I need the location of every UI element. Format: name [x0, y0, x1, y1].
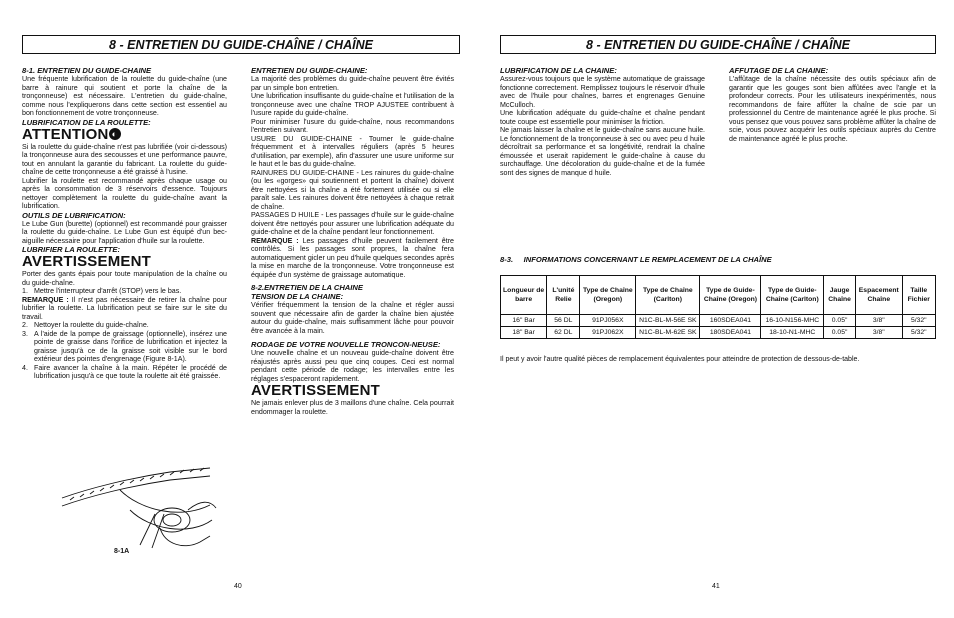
table-cell: 62 DL: [547, 327, 580, 339]
heading-8-3: 8-3. INFORMATIONS CONCERNANT LE REMPLACEMENT DE LA CHAÎNE: [500, 255, 772, 264]
heading-affutage: AFFUTAGE DE LA CHAINE:: [729, 66, 829, 75]
heading-8-3-wrap: [500, 255, 936, 264]
entretien-p1: La majorité des problèmes du guide-chaîne peuvent être évités par un simple bon entretien.: [251, 75, 454, 92]
intro-paragraph: Une fréquente lubrification de la roulette du guide-chaîne (une barre à rainure qui soutient et porte la chaîne de la tronçonneuse) est nécessaire. L'entretien du guide-chaîne, comme nous l'expliquerons dans cette section est essentiel au bon fonctionnement de votre tronçonneuse.: [22, 75, 227, 117]
heading-8-2: 8-2.ENTRETIEN DE LA CHAINE: [251, 283, 363, 292]
attention-circle-icon: ◐: [109, 128, 121, 140]
left-column-2: [251, 66, 454, 416]
figure-caption: 8-1A: [114, 548, 130, 555]
heading-lubrification-roulette: LUBRIFICATION DE LA ROULETTE:: [22, 117, 151, 127]
col-header: Taille Fichier: [902, 276, 935, 315]
table-row: [501, 315, 936, 327]
col-header: L'unité Relie: [547, 276, 580, 315]
attention-text: Si la roulette du guide-chaîne n'est pas lubrifiée (voir ci-dessous) la tronçonneuse aura des secousses et une performance pauvre, tout en annulant la garantie du fabricant. La roulette du guide-chaîne de cette tronçonneuse a été graissé à l'usine.: [22, 142, 227, 176]
table-cell: 91PJ062X: [580, 327, 636, 339]
table-cell: 56 DL: [547, 315, 580, 327]
page-number-41: 41: [712, 583, 720, 590]
affutage-text: L'affûtage de la chaîne nécessite des outils spéciaux afin de garantir que les gouges sont bien affûtées avec l'angle et la profondeur corrects. Pour les utilisateurs inexpérimentés, nous recommandons de faire affûter la chaîne de scie par un professionnel du Centre de maintenance agréé le plus proche. Si vous pensez que vous pouvez sans problème affûter la chaîne de scie, vous pouvez acquérir les outils spéciaux auprès du Centre de maintenance agréé le plus proche.: [729, 75, 936, 143]
entretien-p5: RAINURES DU GUIDE-CHAINE - Les rainures du guide-chaîne (ou les «gorges» qui soutiennent et portent la chaîne) doivent être nettoyées si la chaîne a été fortement utilisée ou si elle paraît sale. Les rainures doivent être nettoyées à chaque retrait de chaîne.: [251, 168, 454, 211]
table-cell: 18-10-N1-MHC: [761, 327, 824, 339]
attention-heading: ATTENTION ◐: [22, 127, 227, 143]
figure-8-1a-illustration: [60, 450, 220, 560]
right-column-2: [729, 66, 936, 143]
replacement-table: [500, 275, 936, 339]
warning-heading-1: AVERTISSEMENT: [22, 253, 152, 270]
table-cell: 180SDEA041: [700, 327, 761, 339]
table-cell: 91PJ056X: [580, 315, 636, 327]
table-cell: 5/32": [902, 315, 935, 327]
replacement-footnote: Il peut y avoir l'autre qualité pièces de remplacement équivalentes pour atteindre de protection de dessous-de-table.: [500, 356, 860, 363]
heading-lubrifier: LUBRIFIER LA ROULETTE:: [22, 245, 121, 254]
heading-rodage: RODAGE DE VOTRE NOUVELLE TRONCON-NEUSE:: [251, 340, 441, 349]
table-cell: 3/8": [856, 327, 903, 339]
step-4: 4. Faire avancer la chaîne à la main. Répéter le procédé de lubrification jusqu'à ce que toute la roulette ait été graissée.: [22, 363, 227, 380]
right-column-1: [500, 66, 705, 177]
table-cell: 5/32": [902, 327, 935, 339]
col-header: Jauge Chaîne: [824, 276, 856, 315]
entretien-p4: USURE DU GUIDE-CHAINE - Tourner le guide-chaîne fréquemment et à intervalles réguliers (après 5 heures d'utilisation, par exemple), afin d'assurer une usure uniforme sur le haut et le bas du guide-chaîne.: [251, 134, 454, 168]
section-header-left: 8 - ENTRETIEN DU GUIDE-CHAÎNE / CHAÎNE: [22, 35, 460, 54]
remark-1: REMARQUE : Il n'est pas nécessaire de retirer la chaîne pour lubrifier la roulette. La lubrification peut se faire sur le site du travail.: [22, 295, 227, 321]
table-cell: 16" Bar: [501, 315, 547, 327]
step-3: 3. A l'aide de la pompe de graissage (optionnelle), insérez une pointe de graisse dans l'orifice de lubrification et injectez la graisse jusqu'à ce de la graisse soit visible sur le bord extérieur des pointes d'engrenage (Figure 8-1A).: [22, 329, 227, 363]
page-number-40: 40: [234, 583, 242, 590]
lub-p2: Une lubrification adéquate du guide-chaîne et chaîne pendant toute coupe est essentielle pour minimiser la friction.: [500, 109, 705, 126]
col-header: Type de Guide-Chaîne (Carlton): [761, 276, 824, 315]
table-cell: N1C-BL-M-62E SK: [636, 327, 700, 339]
left-column-1: [22, 66, 227, 381]
heading-8-1: 8-1. ENTRETIEN DU GUIDE-CHAINE: [22, 66, 152, 75]
lub-p1: Assurez-vous toujours que le système automatique de graissage fonctionne correctement. Remplissez toujours le réservoir d'huile avec de l'huile pour chaînes, barres et engrenages Genuine McCulloch.: [500, 75, 705, 109]
heading-entretien-guide: ENTRETIEN DU GUIDE-CHAINE:: [251, 66, 368, 75]
tension-text: Vérifier fréquemment la tension de la chaîne et régler aussi souvent que nécessaire afin de garder la chaîne bien ajustée autour du guide-chaîne, mais suffisamment lâche pour pouvoir être avancée à la main.: [251, 301, 454, 335]
table-cell: 160SDEA041: [700, 315, 761, 327]
page-41: [477, 0, 954, 618]
heading-outils: OUTILS DE LUBRIFICATION:: [22, 210, 126, 220]
table-cell: 0.05": [824, 327, 856, 339]
col-header: Type de Guide-Chaîne (Oregon): [700, 276, 761, 315]
remark-2: REMARQUE : Les passages d'huile peuvent facilement être contrôlés. Si les passages sont propres, la chaîne fera automatiquement gicler un peu d'huile quelques secondes après la mise en marche de la tronçonneuse. Votre tronçonneuse est équipée d'un système de graissage automatique.: [251, 236, 454, 279]
col-header: Type de Chaîne (Carlton): [636, 276, 700, 315]
warning-text-1: Porter des gants épais pour toute manipulation de la chaîne ou du guide-chaîne.: [22, 270, 227, 287]
heading-tension: TENSION DE LA CHAINE:: [251, 292, 344, 301]
outils-text: Le Lube Gun (burette) (optionnel) est recommandé pour graisser la roulette du guide-chaîne. Le Lube Gun est équipé d'un bec-aiguille nécessaire pour l'application d'huile sur la roulette.: [22, 219, 227, 245]
step-1: 1. Mettre l'interrupteur d'arrêt (STOP) vers le bas.: [22, 287, 182, 295]
table-header-row: [501, 276, 936, 315]
col-header: Espacement Chaîne: [856, 276, 903, 315]
step-2: 2. Nettoyer la roulette du guide-chaîne.: [22, 321, 149, 329]
entretien-p2: Une lubrification insuffisante du guide-chaîne et l'utilisation de la tronçonneuse avec une chaîne TROP AJUSTEE contribuent à l'usure rapide du guide-chaîne.: [251, 92, 454, 117]
rodage-text: Une nouvelle chaîne et un nouveau guide-chaîne doivent être réajustés après aussi peu que cinq coupes. Ceci est normal pendant cette période de rodage; les intervalles entre les réglages s'espaceront rapidement.: [251, 349, 454, 383]
table-cell: 18" Bar: [501, 327, 547, 339]
table-cell: 0.05": [824, 315, 856, 327]
attention-text-2: Lubrifier la roulette est recommandé après chaque usage ou après la consommation de 3 réservoirs d'essence. Toujours nettoyer complètement la roulette du guide-chaîne avant la lubrification.: [22, 176, 227, 210]
section-header-right: 8 - ENTRETIEN DU GUIDE-CHAÎNE / CHAÎNE: [500, 35, 936, 54]
heading-lubrification-chaine: LUBRIFICATION DE LA CHAINE:: [500, 66, 617, 75]
table-cell: N1C-BL-M-56E SK: [636, 315, 700, 327]
table-cell: 16-10-N156-MHC: [761, 315, 824, 327]
warning-text-2: Ne jamais enlever plus de 3 maillons d'une chaîne. Cela pourrait endommager la roulette.: [251, 399, 454, 416]
lub-p3: Ne jamais laisser la chaîne et le guide-chaîne sans aucune huile. Le fonctionnement de la tronçonneuse à sec ou avec peu d huile décroîtrait sa performance et sa longétivité, rendrait la chaîne émoussée et userait rapidement le guide-chaîne à cause du surchauffage. Une décoloration du guide-chaîne et de la fumée sont des signes de manque d huile.: [500, 126, 705, 177]
entretien-p3: Pour minimiser l'usure du guide-chaîne, nous recommandons l'entretien suivant.: [251, 117, 454, 134]
warning-heading-2: AVERTISSEMENT: [251, 382, 381, 399]
entretien-p6: PASSAGES D HUILE - Les passages d'huile sur le guide-chaîne doivent être nettoyés pour assurer une lubrification adéquate du guide-chaîne et de la chaîne pendant leur fonctionnement.: [251, 211, 454, 236]
col-header: Longueur de barre: [501, 276, 547, 315]
table-cell: 3/8": [856, 315, 903, 327]
table-row: [501, 327, 936, 339]
col-header: Type de Chaîne (Oregon): [580, 276, 636, 315]
